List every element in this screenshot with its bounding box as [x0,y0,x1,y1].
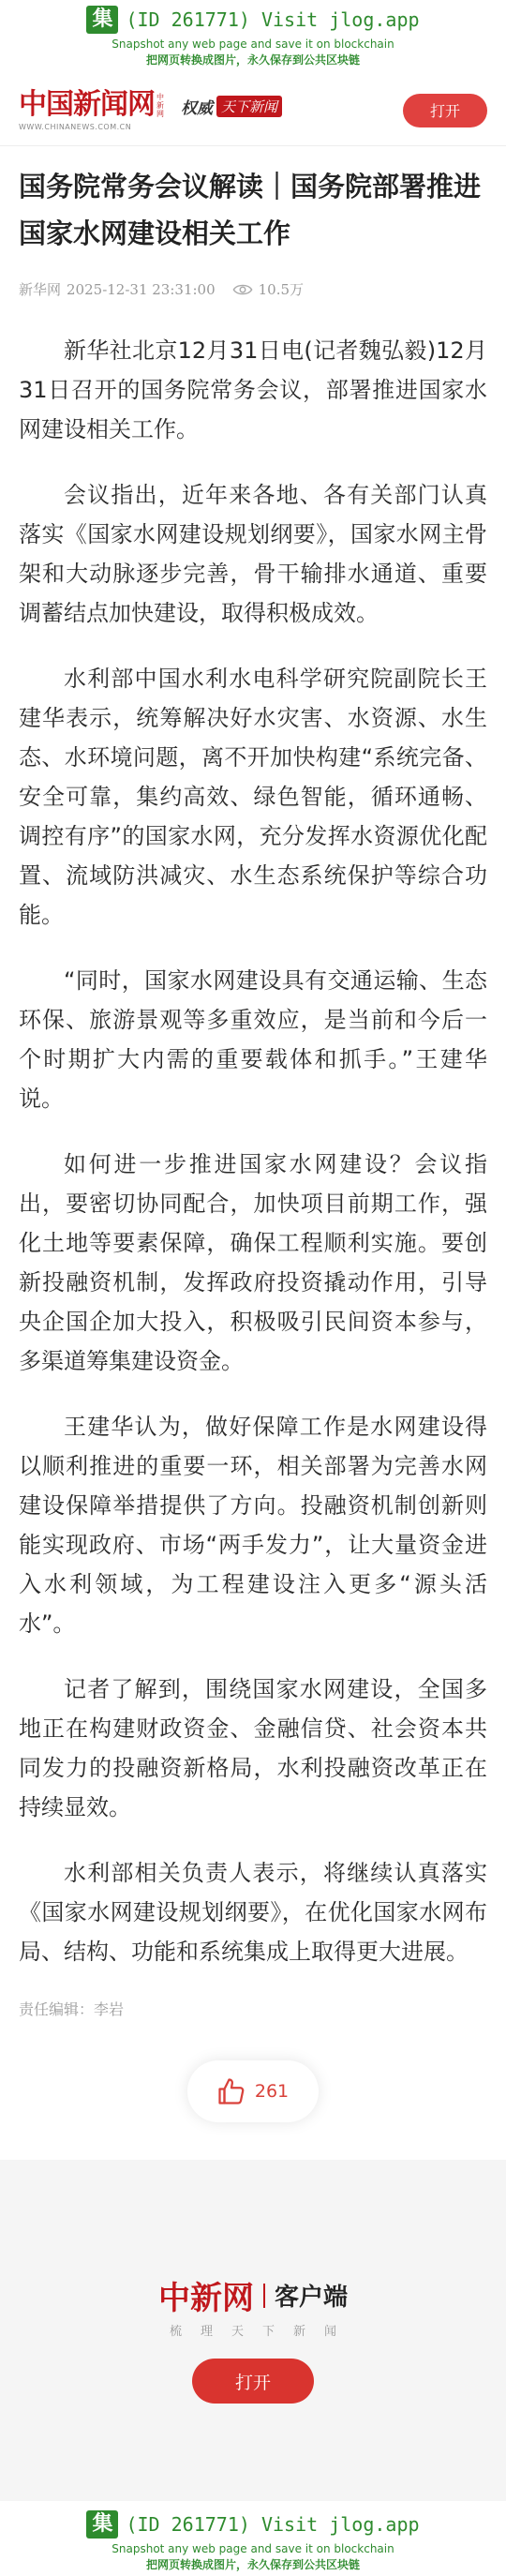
open-app-button-bottom[interactable]: 打开 [192,2359,314,2404]
like-count: 261 [254,2081,290,2102]
article-paragraph: 记者了解到，围绕国家水网建设，全国多地正在构建财政资金、金融信贷、社会资本共同发力的投融资新格局，水利投融资改革正在持续显效。 [19,1676,487,1820]
app-header [0,75,506,146]
jlog-subtitle: Snapshot any web page and save it on blockchain [112,2542,394,2555]
promo-brand [0,2272,506,2318]
logo-text: 中国新闻网 [19,88,155,121]
app-promo [0,2160,506,2501]
slogan-part-a: 权威 [181,99,213,118]
article [0,163,506,2122]
jlog-banner-bottom [0,2501,506,2576]
jlog-subtitle-cn: 把网页转换成图片，永久保存到公共区块链 [145,53,360,67]
slogan [181,95,282,131]
responsible-editor: 责任编辑：李岩 [19,2000,125,2018]
article-paragraph: 王建华认为，做好保障工作是水网建设得以顺利推进的重要一环，相关部署为完善水网建设保障举措提供了方向。投融资机制创新则能实现政府、市场“两手发力”，让大量资金进入水利领域，为工程建设注入更多“源头活水”。 [19,1414,487,1637]
jlog-banner-top [0,0,506,75]
promo-divider [263,2284,265,2308]
brand [19,89,282,131]
article-source: 新华网 [19,281,62,298]
jlog-title[interactable]: (ID 261771) Visit jlog.app [126,8,420,31]
article-body [19,331,487,1971]
jlog-subtitle-cn: 把网页转换成图片，永久保存到公共区块链 [145,2558,360,2571]
like-button[interactable] [187,2060,319,2122]
promo-tagline: 梳理天下新闻 [169,2325,355,2339]
jlog-title[interactable]: (ID 261771) Visit jlog.app [126,2513,420,2536]
like-section [19,2060,487,2122]
promo-label: 客户端 [274,2284,348,2312]
article-paragraph: “同时，国家水网建设具有交通运输、生态环保、旅游景观等多重效应，是当前和今后一个时期扩大内需的重要载体和抓手。”王建华说。 [19,967,487,1112]
article-headline: 国务院常务会议解读｜国务院部署推进国家水网建设相关工作 [19,171,482,249]
open-app-button-top[interactable]: 打开 [403,94,487,127]
article-paragraph: 会议指出，近年来各地、各有关部门认真落实《国家水网建设规划纲要》，国家水网主骨架和大动脉逐步完善，骨干输排水通道、重要调蓄结点加快建设，取得积极成效。 [19,482,487,626]
eye-icon [232,283,253,296]
article-datetime: 2025-12-31 23:31:00 [67,280,216,298]
article-paragraph: 如何进一步推进国家水网建设？会议指出，要密切协同配合，加快项目前期工作，强化土地等要素保障，确保工程顺利实施。要创新投融资机制，发挥政府投资撬动作用，引导央企国企加大投入，积极吸引民间资本参与，多渠道筹集建设资金。 [19,1151,487,1374]
article-paragraph: 水利部相关负责人表示，将继续认真落实《国家水网建设规划纲要》，在优化国家水网布局、结构、功能和系统集成上取得更大进展。 [19,1860,487,1965]
jlog-icon: 集 [86,6,118,34]
article-paragraph: 新华社北京12月31日电(记者魏弘毅)12月31日召开的国务院常务会议，部署推进国家水网建设相关工作。 [19,337,487,442]
logo-tag: 中新网 [156,93,164,118]
promo-logo: 中新网 [157,2280,254,2317]
jlog-icon: 集 [86,2510,118,2539]
slogan-part-b: 天下新闻 [216,96,282,117]
jlog-banner-row [0,6,506,34]
logo-row [19,89,166,121]
article-paragraph: 水利部中国水利水电科学研究院副院长王建华表示，统筹解决好水灾害、水资源、水生态、水环境问题，离不开加快构建“系统完备、安全可靠，集约高效、绿色智能，循环通畅、调控有序”的国家水网，充分发挥水资源优化配置、流域防洪减灾、水生态系统保护等综合功能。 [19,666,487,928]
article-views [232,279,304,299]
article-meta [19,279,487,299]
thumbs-up-icon [217,2077,246,2105]
jlog-subtitle: Snapshot any web page and save it on blockchain [112,37,394,51]
jlog-banner-row [0,2510,506,2539]
view-count: 10.5万 [258,281,305,298]
chinanews-logo[interactable] [19,89,166,131]
logo-url: WWW.CHINANEWS.COM.CN [19,123,132,131]
